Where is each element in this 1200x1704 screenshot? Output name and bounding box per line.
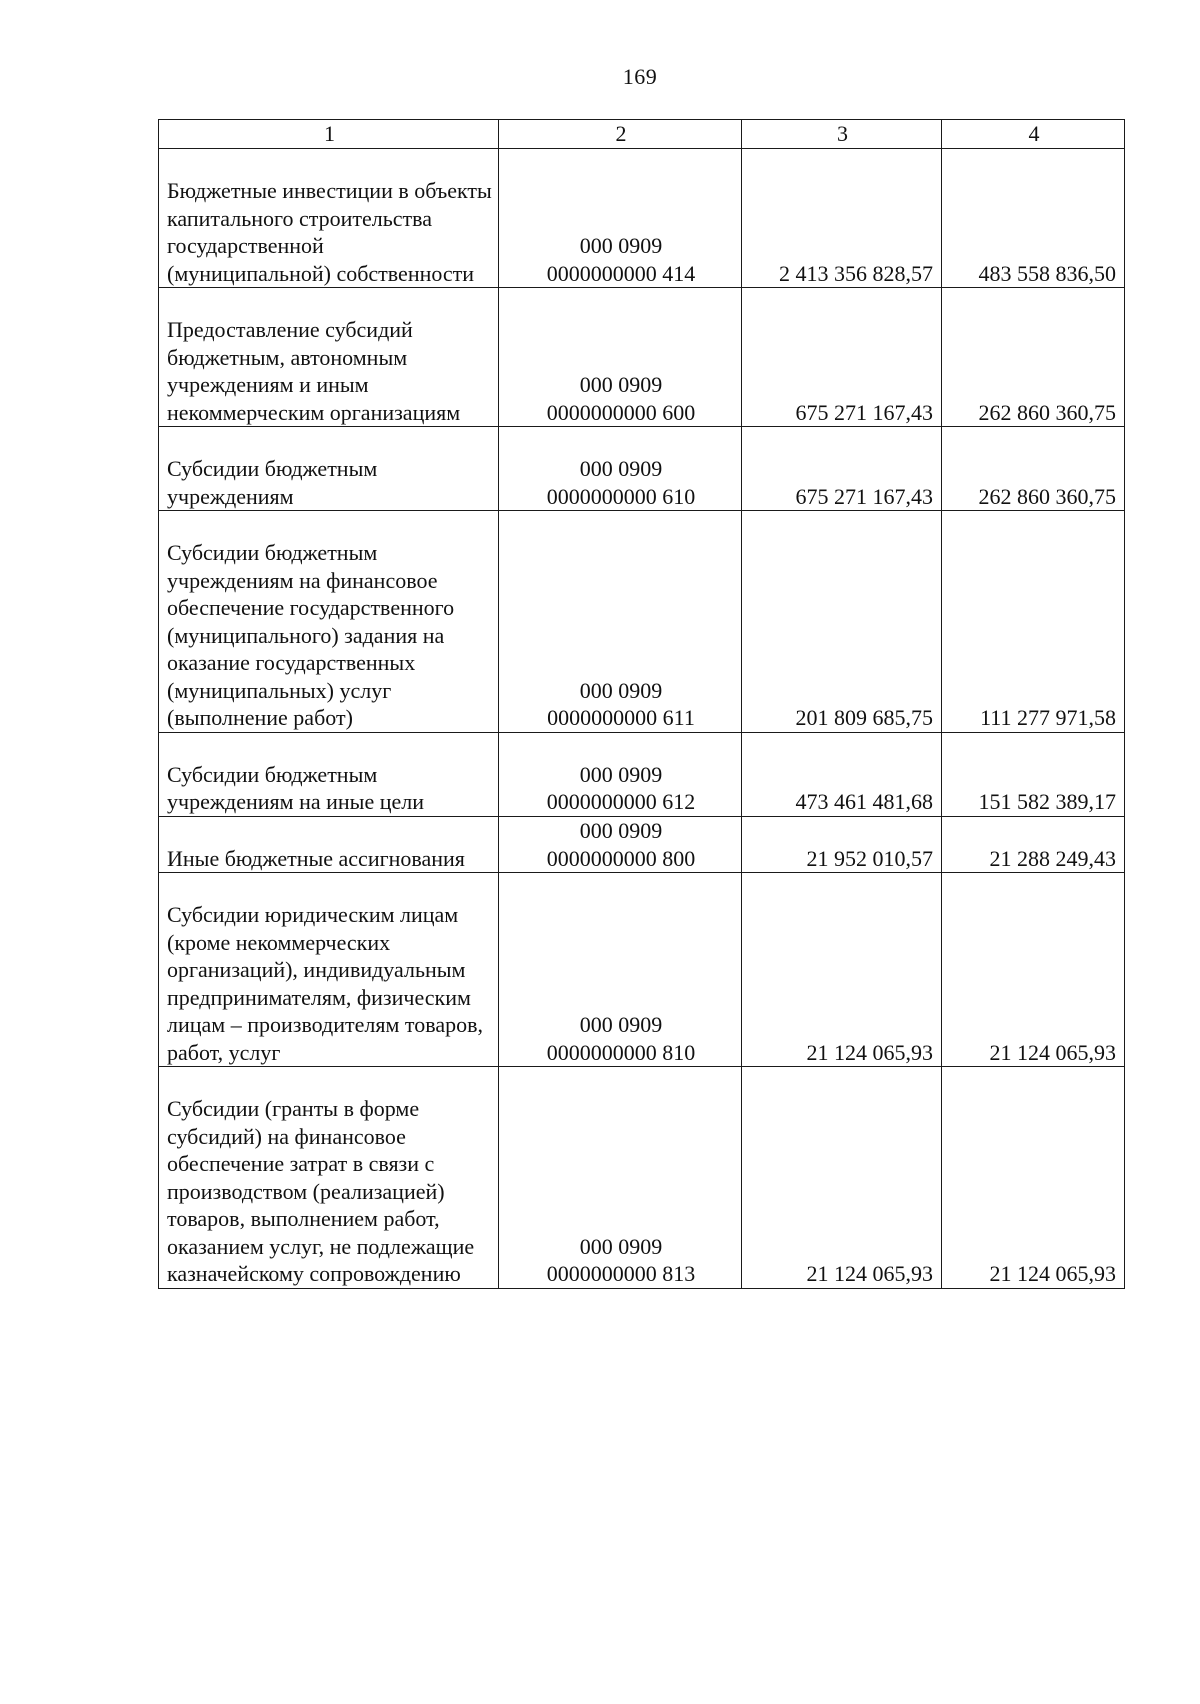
row-code-line2: 0000000000 813 xyxy=(546,1261,696,1286)
row-code-line1: 000 0909 xyxy=(579,677,663,703)
row-amount-col3: 675 271 167,43 xyxy=(742,288,942,427)
row-amount-col4: 21 288 249,43 xyxy=(942,816,1125,873)
header-row xyxy=(159,120,1125,149)
row-code-line1: 000 0909 xyxy=(579,761,663,787)
row-amount-col3: 2 413 356 828,57 xyxy=(742,149,942,288)
row-code-line2: 0000000000 611 xyxy=(547,705,695,730)
column-header-2: 2 xyxy=(499,120,742,149)
row-amount-col4: 262 860 360,75 xyxy=(942,427,1125,511)
column-header-1: 1 xyxy=(159,120,499,149)
table-row xyxy=(159,511,1125,733)
table-row xyxy=(159,288,1125,427)
column-header-3: 3 xyxy=(742,120,942,149)
row-name: Иные бюджетные ассигнования xyxy=(159,816,499,873)
row-amount-col4: 21 124 065,93 xyxy=(942,1067,1125,1289)
row-code-line1: 000 0909 xyxy=(579,372,663,397)
row-amount-col4: 262 860 360,75 xyxy=(942,288,1125,427)
table-row xyxy=(159,427,1125,511)
row-code-line1: 000 0909 xyxy=(579,456,663,481)
table-row xyxy=(159,149,1125,288)
page-number: 169 xyxy=(622,64,658,89)
table-body xyxy=(159,149,1125,1289)
table-row xyxy=(159,873,1125,1067)
row-code-line1: 000 0909 xyxy=(579,1012,663,1037)
row-amount-col3: 473 461 481,68 xyxy=(742,732,942,816)
row-amount-col3: 201 809 685,75 xyxy=(742,511,942,733)
row-code-line1: 000 0909 xyxy=(579,818,663,843)
row-code xyxy=(499,427,742,511)
row-code xyxy=(499,816,742,873)
table-row xyxy=(159,1067,1125,1289)
row-code-line2: 0000000000 610 xyxy=(546,483,696,509)
row-code xyxy=(499,511,742,733)
row-code-line1: 000 0909 xyxy=(579,233,663,258)
row-code xyxy=(499,288,742,427)
row-code xyxy=(499,732,742,816)
table-header xyxy=(159,120,1125,149)
row-code-line2: 0000000000 414 xyxy=(546,260,696,286)
row-name: Субсидии бюджетным учреждениям xyxy=(159,427,499,511)
row-code-line2: 0000000000 600 xyxy=(546,399,696,425)
column-header-4: 4 xyxy=(942,120,1125,149)
table-row xyxy=(159,816,1125,873)
row-amount-col4: 21 124 065,93 xyxy=(942,873,1125,1067)
row-code xyxy=(499,873,742,1067)
row-code-line2: 0000000000 810 xyxy=(546,1039,696,1065)
row-name: Субсидии бюджетным учреждениям на финансовое обеспечение государственного (муниципального) задания на оказание государственных (муниципальных) услуг (выполнение работ) xyxy=(159,511,499,733)
row-name: Предоставление субсидий бюджетным, автономным учреждениям и иным некоммерческим организациям xyxy=(159,288,499,427)
row-amount-col4: 151 582 389,17 xyxy=(942,732,1125,816)
row-name: Субсидии бюджетным учреждениям на иные цели xyxy=(159,732,499,816)
row-amount-col4: 483 558 836,50 xyxy=(942,149,1125,288)
row-code xyxy=(499,149,742,288)
row-code-line2: 0000000000 612 xyxy=(546,789,696,814)
row-amount-col3: 21 124 065,93 xyxy=(742,1067,942,1289)
row-code-line2: 0000000000 800 xyxy=(546,845,696,871)
row-amount-col4: 111 277 971,58 xyxy=(942,511,1125,733)
row-name: Субсидии юридическим лицам (кроме некоммерческих организаций), индивидуальным предпринимателям, физическим лицам – производителям товаров, работ, услуг xyxy=(159,873,499,1067)
row-code xyxy=(499,1067,742,1289)
row-amount-col3: 21 124 065,93 xyxy=(742,873,942,1067)
row-amount-col3: 675 271 167,43 xyxy=(742,427,942,511)
table-row xyxy=(159,732,1125,816)
row-code-line1: 000 0909 xyxy=(579,1233,663,1259)
budget-table xyxy=(158,119,1125,1289)
row-name: Бюджетные инвестиции в объекты капитального строительства государственной (муниципальной) собственности xyxy=(159,149,499,288)
row-name: Субсидии (гранты в форме субсидий) на финансовое обеспечение затрат в связи с производством (реализацией) товаров, выполнением работ, оказанием услуг, не подлежащие казначейскому сопровождению xyxy=(159,1067,499,1289)
row-amount-col3: 21 952 010,57 xyxy=(742,816,942,873)
